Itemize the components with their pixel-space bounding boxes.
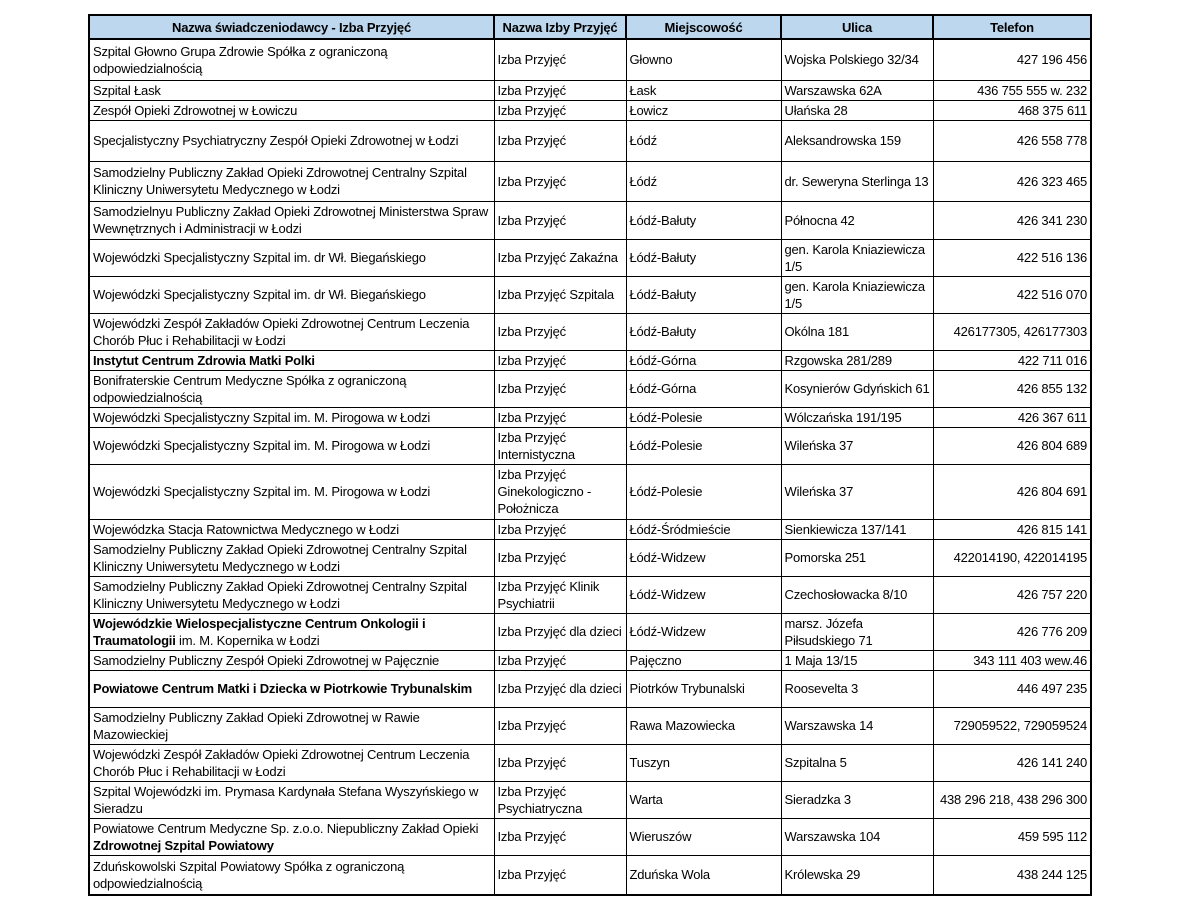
provider-name-segment: Wojewódzki Specjalistyczny Szpital im. dr Wł. Biegańskiego: [93, 287, 426, 302]
cell-reception-name: Izba Przyjęć Zakaźna: [494, 239, 626, 276]
cell-provider-name: [89, 80, 494, 100]
cell-city: Łódź-Bałuty: [626, 313, 781, 350]
cell-phone: 426 341 230: [933, 201, 1091, 239]
cell-phone: 426 558 778: [933, 120, 1091, 161]
cell-provider-name: [89, 161, 494, 201]
cell-city: Rawa Mazowiecka: [626, 707, 781, 744]
provider-name-segment: Bonifraterskie Centrum Medyczne Spółka z ograniczoną odpowiedzialnością: [93, 372, 407, 405]
provider-name-segment: Wojewódzka Stacja Ratownictwa Medycznego w Łodzi: [93, 521, 399, 537]
cell-phone: 426 323 465: [933, 161, 1091, 201]
cell-street: dr. Seweryna Sterlinga 13: [781, 161, 933, 201]
cell-reception-name: Izba Przyjęć: [494, 855, 626, 895]
col-header-city: Miejscowość: [626, 15, 781, 39]
cell-street: marsz. Józefa Piłsudskiego 71: [781, 613, 933, 650]
cell-phone: 426 757 220: [933, 576, 1091, 613]
cell-city: Łódź: [626, 120, 781, 161]
cell-reception-name: Izba Przyjęć: [494, 519, 626, 539]
provider-name-segment: Wojewódzki Zespół Zakładów Opieki Zdrowotnej Centrum Leczenia Chorób Płuc i Rehabilitacji w Łodzi: [93, 315, 470, 348]
hospital-admission-table: [88, 14, 1092, 896]
cell-reception-name: Izba Przyjęć Szpitala: [494, 276, 626, 313]
provider-name-segment: Samodzielny Publiczny Zakład Opieki Zdrowotnej w Rawie Mazowieckiej: [93, 709, 420, 742]
cell-phone: 436 755 555 w. 232: [933, 80, 1091, 100]
cell-street: Warszawska 62A: [781, 80, 933, 100]
cell-reception-name: Izba Przyjęć: [494, 370, 626, 407]
table-row: [89, 855, 1091, 895]
cell-phone: 426 815 141: [933, 519, 1091, 539]
cell-provider-name: [89, 781, 494, 818]
table-row: [89, 576, 1091, 613]
table-row: [89, 39, 1091, 80]
table-row: [89, 201, 1091, 239]
cell-reception-name: Izba Przyjęć: [494, 350, 626, 370]
cell-street: Aleksandrowska 159: [781, 120, 933, 161]
table-body: [89, 39, 1091, 895]
col-header-reception-name: Nazwa Izby Przyjęć: [494, 15, 626, 39]
cell-city: Łódź-Polesie: [626, 427, 781, 464]
table-row: [89, 313, 1091, 350]
cell-provider-name: [89, 539, 494, 576]
cell-phone: 446 497 235: [933, 670, 1091, 707]
cell-reception-name: Izba Przyjęć: [494, 80, 626, 100]
cell-provider-name: [89, 855, 494, 895]
provider-name-bold-segment: Powiatowe Centrum Matki i Dziecka w Piotrkowie Trybunalskim: [93, 681, 473, 696]
table-row: [89, 239, 1091, 276]
cell-phone: 468 375 611: [933, 100, 1091, 120]
cell-street: Królewska 29: [781, 855, 933, 895]
cell-provider-name: [89, 350, 494, 370]
cell-city: Łódź-Widzew: [626, 613, 781, 650]
cell-phone: 422 711 016: [933, 350, 1091, 370]
cell-phone: 459 595 112: [933, 818, 1091, 855]
table-row: [89, 120, 1091, 161]
cell-provider-name: [89, 576, 494, 613]
cell-street: Sienkiewicza 137/141: [781, 519, 933, 539]
col-header-street: Ulica: [781, 15, 933, 39]
cell-city: Łódź-Polesie: [626, 407, 781, 427]
cell-phone: 426 776 209: [933, 613, 1091, 650]
provider-name-segment: Szpital Łask: [93, 82, 161, 98]
cell-provider-name: [89, 239, 494, 276]
cell-city: Tuszyn: [626, 744, 781, 781]
provider-name-segment: Zduńskowolski Szpital Powiatowy Spółka z ograniczoną odpowiedzialnością: [93, 858, 405, 891]
cell-provider-name: [89, 201, 494, 239]
cell-provider-name: [89, 670, 494, 707]
cell-street: Ułańska 28: [781, 100, 933, 120]
cell-reception-name: Izba Przyjęć: [494, 407, 626, 427]
cell-city: Łódź-Górna: [626, 370, 781, 407]
provider-name-segment: Wojewódzki Specjalistyczny Szpital im. M. Pirogowa w Łodzi: [93, 409, 431, 425]
provider-name-bold-segment: Zdrowotnej Szpital Powiatowy: [93, 837, 274, 853]
table-row: [89, 427, 1091, 464]
provider-name-segment: Wojewódzki Zespół Zakładów Opieki Zdrowotnej Centrum Leczenia Chorób Płuc i Rehabilitacji w Łodzi: [93, 746, 470, 779]
cell-street: Okólna 181: [781, 313, 933, 350]
provider-name-segment: Samodzielny Publiczny Zakład Opieki Zdrowotnej Centralny Szpital Kliniczny Uniwersytetu Medycznego w Łodzi: [93, 165, 467, 197]
cell-city: Łódź-Widzew: [626, 539, 781, 576]
cell-city: Łódź-Polesie: [626, 464, 781, 519]
cell-phone: 426 367 611: [933, 407, 1091, 427]
provider-name-segment: Samodzielnyu Publiczny Zakład Opieki Zdrowotnej Ministerstwa Spraw Wewnętrznych i Administracji w Łodzi: [93, 204, 489, 236]
provider-name-bold-segment: Instytut Centrum Zdrowia Matki Polki: [93, 352, 315, 368]
provider-name-segment: Szpital Głowno Grupa Zdrowie Spółka z ograniczoną odpowiedzialnością: [93, 43, 388, 76]
cell-reception-name: Izba Przyjęć: [494, 818, 626, 855]
col-header-provider-name: Nazwa świadczeniodawcy - Izba Przyjęć: [89, 15, 494, 39]
cell-street: Rzgowska 281/289: [781, 350, 933, 370]
cell-street: Warszawska 104: [781, 818, 933, 855]
table-row: [89, 744, 1091, 781]
cell-provider-name: [89, 276, 494, 313]
cell-street: Wileńska 37: [781, 427, 933, 464]
cell-provider-name: [89, 39, 494, 80]
table-row: [89, 650, 1091, 670]
cell-provider-name: [89, 427, 494, 464]
cell-provider-name: [89, 100, 494, 120]
cell-street: 1 Maja 13/15: [781, 650, 933, 670]
table-row: [89, 276, 1091, 313]
table-row: [89, 613, 1091, 650]
cell-city: Łódź-Bałuty: [626, 276, 781, 313]
cell-phone: 426177305, 426177303: [933, 313, 1091, 350]
cell-street: Wólczańska 191/195: [781, 407, 933, 427]
cell-phone: 427 196 456: [933, 39, 1091, 80]
cell-phone: 422 516 070: [933, 276, 1091, 313]
cell-phone: 438 296 218, 438 296 300: [933, 781, 1091, 818]
cell-reception-name: Izba Przyjęć: [494, 201, 626, 239]
cell-reception-name: Izba Przyjęć: [494, 39, 626, 80]
cell-city: Łódź-Górna: [626, 350, 781, 370]
cell-street: gen. Karola Kniaziewicza 1/5: [781, 239, 933, 276]
cell-city: Pajęczno: [626, 650, 781, 670]
cell-phone: 422 516 136: [933, 239, 1091, 276]
table-row: [89, 161, 1091, 201]
table-row: [89, 818, 1091, 855]
cell-phone: 343 111 403 wew.46: [933, 650, 1091, 670]
provider-name-segment: Wojewódzki Specjalistyczny Szpital im. M. Pirogowa w Łodzi: [93, 484, 431, 499]
cell-reception-name: Izba Przyjęć: [494, 100, 626, 120]
cell-reception-name: Izba Przyjęć: [494, 650, 626, 670]
cell-street: Szpitalna 5: [781, 744, 933, 781]
provider-name-segment: Powiatowe Centrum Medyczne Sp. z.o.o. Niepubliczny Zakład Opieki: [93, 820, 479, 836]
cell-city: Warta: [626, 781, 781, 818]
cell-reception-name: Izba Przyjęć Psychiatryczna: [494, 781, 626, 818]
cell-city: Łódź-Śródmieście: [626, 519, 781, 539]
cell-provider-name: [89, 407, 494, 427]
cell-phone: 426 804 689: [933, 427, 1091, 464]
cell-street: Pomorska 251: [781, 539, 933, 576]
table-row: [89, 670, 1091, 707]
cell-reception-name: Izba Przyjęć: [494, 744, 626, 781]
cell-city: Łowicz: [626, 100, 781, 120]
cell-provider-name: [89, 707, 494, 744]
cell-phone: 426 141 240: [933, 744, 1091, 781]
cell-city: Łódź-Widzew: [626, 576, 781, 613]
provider-name-segment: Samodzielny Publiczny Zespół Opieki Zdrowotnej w Pajęcznie: [93, 652, 440, 668]
cell-phone: 426 804 691: [933, 464, 1091, 519]
cell-street: Północna 42: [781, 201, 933, 239]
cell-city: Łask: [626, 80, 781, 100]
cell-provider-name: [89, 370, 494, 407]
cell-reception-name: Izba Przyjęć dla dzieci: [494, 670, 626, 707]
cell-reception-name: Izba Przyjęć dla dzieci: [494, 613, 626, 650]
provider-name-segment: Samodzielny Publiczny Zakład Opieki Zdrowotnej Centralny Szpital Kliniczny Uniwersytetu Medycznego w Łodzi: [93, 541, 467, 574]
provider-name-segment: Szpital Wojewódzki im. Prymasa Kardynała Stefana Wyszyńskiego w Sieradzu: [93, 783, 479, 816]
table-row: [89, 80, 1091, 100]
cell-street: Warszawska 14: [781, 707, 933, 744]
cell-city: Zduńska Wola: [626, 855, 781, 895]
cell-reception-name: Izba Przyjęć: [494, 707, 626, 744]
cell-provider-name: [89, 519, 494, 539]
table-row: [89, 519, 1091, 539]
cell-reception-name: Izba Przyjęć: [494, 161, 626, 201]
provider-name-segment: Zespół Opieki Zdrowotnej w Łowiczu: [93, 102, 298, 118]
cell-city: Piotrków Trybunalski: [626, 670, 781, 707]
cell-reception-name: Izba Przyjęć: [494, 313, 626, 350]
cell-phone: 438 244 125: [933, 855, 1091, 895]
table-row: [89, 464, 1091, 519]
cell-city: Łódź-Bałuty: [626, 201, 781, 239]
cell-reception-name: Izba Przyjęć: [494, 120, 626, 161]
cell-street: Wojska Polskiego 32/34: [781, 39, 933, 80]
cell-street: Wileńska 37: [781, 464, 933, 519]
col-header-phone: Telefon: [933, 15, 1091, 39]
cell-provider-name: [89, 613, 494, 650]
header-row: [89, 15, 1091, 39]
cell-city: Łódź: [626, 161, 781, 201]
table-row: [89, 407, 1091, 427]
cell-provider-name: [89, 650, 494, 670]
provider-name-segment: Samodzielny Publiczny Zakład Opieki Zdrowotnej Centralny Szpital Kliniczny Uniwersytetu Medycznego w Łodzi: [93, 578, 467, 611]
cell-reception-name: Izba Przyjęć Klinik Psychiatrii: [494, 576, 626, 613]
cell-provider-name: [89, 464, 494, 519]
cell-phone: 729059522, 729059524: [933, 707, 1091, 744]
cell-phone: 422014190, 422014195: [933, 539, 1091, 576]
cell-provider-name: [89, 744, 494, 781]
cell-reception-name: Izba Przyjęć Ginekologiczno - Położnicza: [494, 464, 626, 519]
cell-street: Roosevelta 3: [781, 670, 933, 707]
provider-name-segment: Wojewódzki Specjalistyczny Szpital im. M. Pirogowa w Łodzi: [93, 438, 431, 453]
table-row: [89, 707, 1091, 744]
provider-name-bold-segment: Wojewódzkie Wielospecjalistyczne Centrum Onkologii i Traumatologii: [93, 615, 426, 648]
cell-city: Łódź-Bałuty: [626, 239, 781, 276]
cell-provider-name: [89, 120, 494, 161]
table-row: [89, 781, 1091, 818]
cell-street: Sieradzka 3: [781, 781, 933, 818]
provider-name-segment: im. M. Kopernika w Łodzi: [175, 632, 320, 648]
cell-phone: 426 855 132: [933, 370, 1091, 407]
document-page: [88, 14, 1092, 896]
cell-reception-name: Izba Przyjęć Internistyczna: [494, 427, 626, 464]
table-row: [89, 100, 1091, 120]
cell-city: Głowno: [626, 39, 781, 80]
cell-street: gen. Karola Kniaziewicza 1/5: [781, 276, 933, 313]
table-row: [89, 539, 1091, 576]
cell-street: Czechosłowacka 8/10: [781, 576, 933, 613]
cell-city: Wieruszów: [626, 818, 781, 855]
provider-name-segment: Specjalistyczny Psychiatryczny Zespół Opieki Zdrowotnej w Łodzi: [93, 133, 459, 148]
table-row: [89, 370, 1091, 407]
provider-name-segment: Wojewódzki Specjalistyczny Szpital im. dr Wł. Biegańskiego: [93, 250, 426, 265]
cell-reception-name: Izba Przyjęć: [494, 539, 626, 576]
cell-street: Kosynierów Gdyńskich 61: [781, 370, 933, 407]
cell-provider-name: [89, 313, 494, 350]
table-row: [89, 350, 1091, 370]
cell-provider-name: [89, 818, 494, 855]
